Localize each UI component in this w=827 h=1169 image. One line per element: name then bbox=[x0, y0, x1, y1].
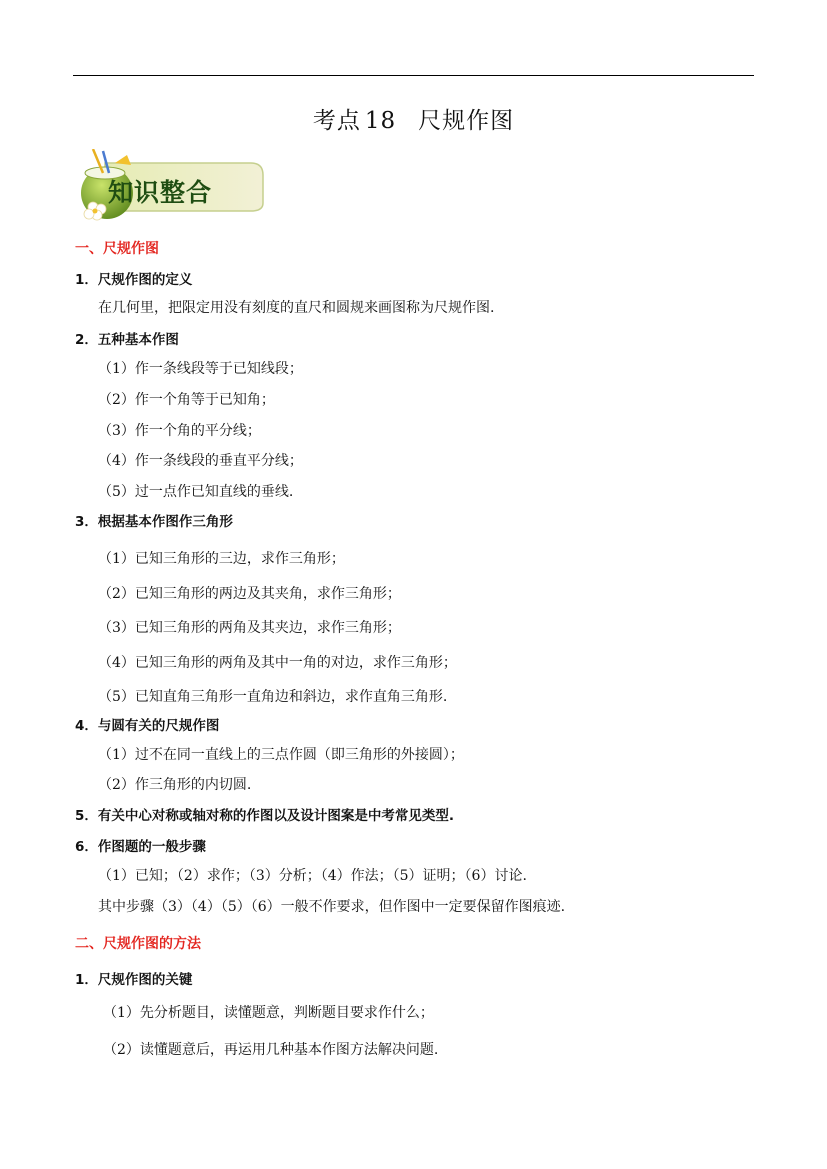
item-1-4-heading: 4．与圆有关的尺规作图 bbox=[75, 718, 220, 734]
item-2-1-line: （2）读懂题意后，再运用几种基本作图方法解决问题. bbox=[103, 1042, 439, 1058]
item-1-6-heading: 6．作图题的一般步骤 bbox=[75, 839, 206, 855]
item-1-1-heading: 1．尺规作图的定义 bbox=[75, 272, 193, 288]
section-1-heading: 一、尺规作图 bbox=[75, 241, 159, 257]
title-name: 尺规作图 bbox=[418, 108, 515, 134]
item-1-6-line: （1）已知；（2）求作；（3）分析；（4）作法；（5）证明；（6）讨论. bbox=[98, 868, 527, 884]
item-1-3-line: （2）已知三角形的两边及其夹角，求作三角形； bbox=[98, 586, 401, 602]
item-2-1-line: （1）先分析题目，读懂题意，判断题目要求作什么； bbox=[103, 1005, 434, 1021]
item-1-5-heading: 5．有关中心对称或轴对称的作图以及设计图案是中考常见类型. bbox=[75, 808, 455, 824]
title-number: 18 bbox=[364, 108, 397, 134]
section-2-heading: 二、尺规作图的方法 bbox=[75, 936, 201, 952]
item-1-2-line: （5）过一点作已知直线的垂线. bbox=[98, 484, 294, 500]
header-rule bbox=[73, 75, 754, 76]
item-1-4-line: （1）过不在同一直线上的三点作圆（即三角形的外接圆）； bbox=[98, 747, 464, 763]
knowledge-banner-label: 知识整合 bbox=[108, 178, 213, 207]
item-2-1-heading: 1．尺规作图的关键 bbox=[75, 972, 193, 988]
item-1-3-heading: 3．根据基本作图作三角形 bbox=[75, 514, 233, 530]
item-1-1-line: 在几何里，把限定用没有刻度的直尺和圆规来画图称为尺规作图. bbox=[98, 300, 495, 316]
item-1-2-line: （1）作一条线段等于已知线段； bbox=[98, 361, 303, 377]
item-1-2-heading: 2．五种基本作图 bbox=[75, 332, 179, 348]
page-title bbox=[0, 104, 827, 138]
item-1-3-line: （5）已知直角三角形一直角边和斜边，求作直角三角形. bbox=[98, 689, 448, 705]
item-1-3-line: （1）已知三角形的三边，求作三角形； bbox=[98, 551, 345, 567]
item-1-3-line: （4）已知三角形的两角及其中一角的对边，求作三角形； bbox=[98, 655, 457, 671]
item-1-2-line: （2）作一个角等于已知角； bbox=[98, 392, 275, 408]
item-1-2-line: （3）作一个角的平分线； bbox=[98, 423, 261, 439]
item-1-3-line: （3）已知三角形的两角及其夹边，求作三角形； bbox=[98, 620, 401, 636]
title-prefix: 考点 bbox=[312, 108, 361, 134]
item-1-4-line: （2）作三角形的内切圆. bbox=[98, 777, 252, 793]
item-1-2-line: （4）作一条线段的垂直平分线； bbox=[98, 453, 303, 469]
item-1-6-line: 其中步骤（3）（4）（5）（6）一般不作要求，但作图中一定要保留作图痕迹. bbox=[98, 899, 566, 915]
